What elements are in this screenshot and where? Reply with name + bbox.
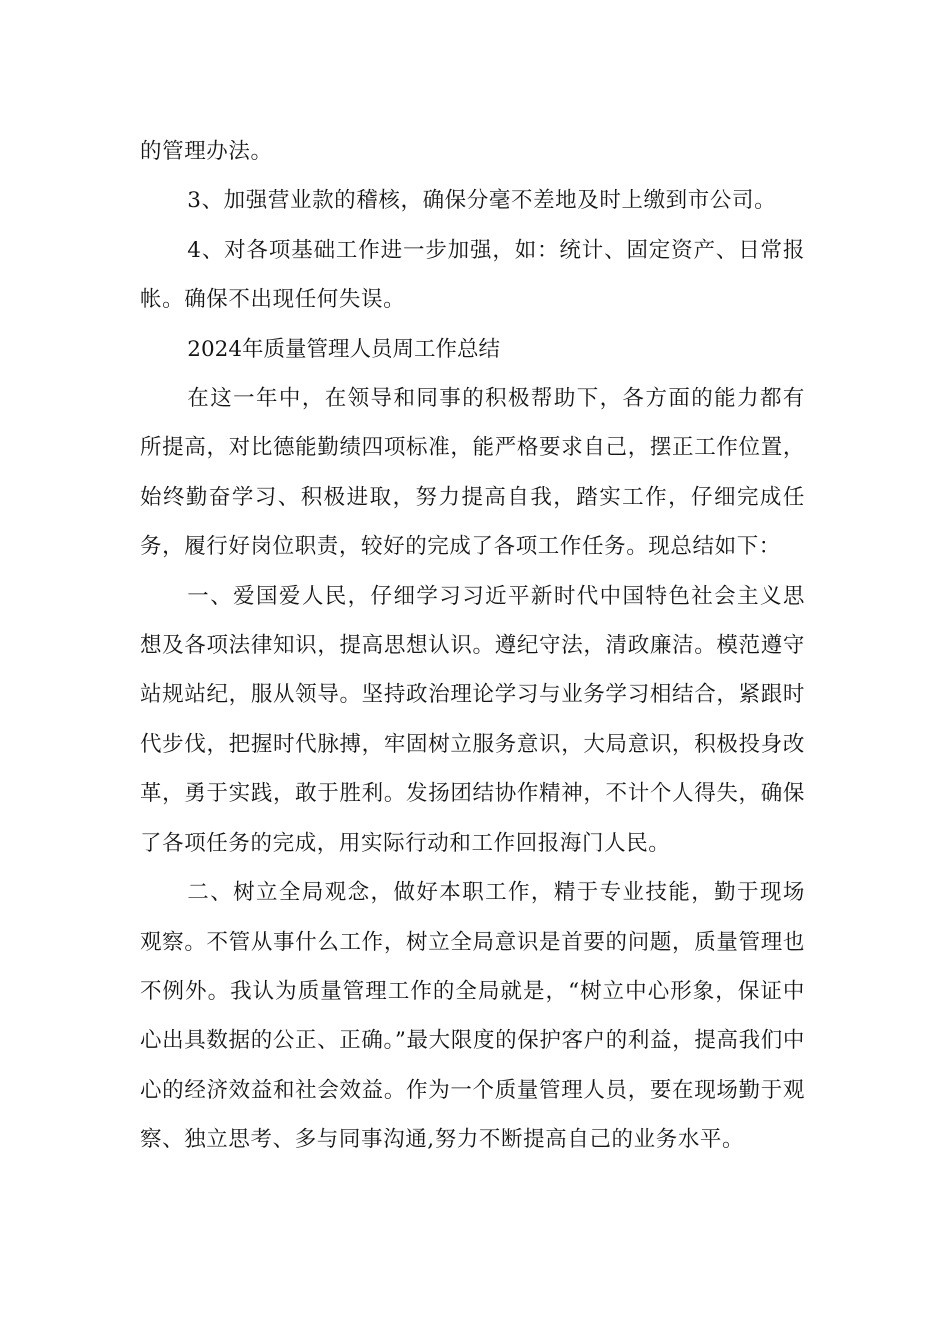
paragraph-section-one: 一、爱国爱人民，仔细学习习近平新时代中国特色社会主义思想及各项法律知识，提高思想认识。遵纪守法，清政廉洁。模范遵守站规站纪，服从领导。坚持政治理论学习与业务学习相结合，紧跟时代步伐，把握时代脉搏，牢固树立服务意识，大局意识，积极投身改革，勇于实践，敢于胜利。发扬团结协作精神，不计个人得失，确保了各项任务的完成，用实际行动和工作回报海门人民。 xyxy=(140,583,805,856)
document-body xyxy=(140,127,805,1165)
paragraph-item-4: 4、对各项基础工作进一步加强，如：统计、固定资产、日常报帐。确保不出现任何失误。 xyxy=(140,237,805,313)
paragraph-intro: 在这一年中，在领导和同事的积极帮助下，各方面的能力都有所提高，对比德能勤绩四项标准，能严格要求自己，摆正工作位置，始终勤奋学习、积极进取，努力提高自我，踏实工作，仔细完成任务，履行好岗位职责，较好的完成了各项工作任务。现总结如下： xyxy=(140,386,805,560)
paragraph-continuation: 的管理办法。 xyxy=(140,139,273,164)
paragraph-item-3: 3、加强营业款的稽核，确保分毫不差地及时上缴到市公司。 xyxy=(187,188,777,214)
paragraph-section-two: 二、树立全局观念，做好本职工作，精于专业技能，勤于现场观察。不管从事什么工作，树立全局意识是首要的问题，质量管理也不例外。我认为质量管理工作的全局就是，“树立中心形象，保证中心出具数据的公正、正确。”最大限度的保护客户的利益，提高我们中心的经济效益和社会效益。作为一个质量管理人员，要在现场勤于观察、独立思考、多与同事沟通,努力不断提高自己的业务水平。 xyxy=(140,880,805,1153)
section-title: 2024年质量管理人员周工作总结 xyxy=(187,336,501,362)
